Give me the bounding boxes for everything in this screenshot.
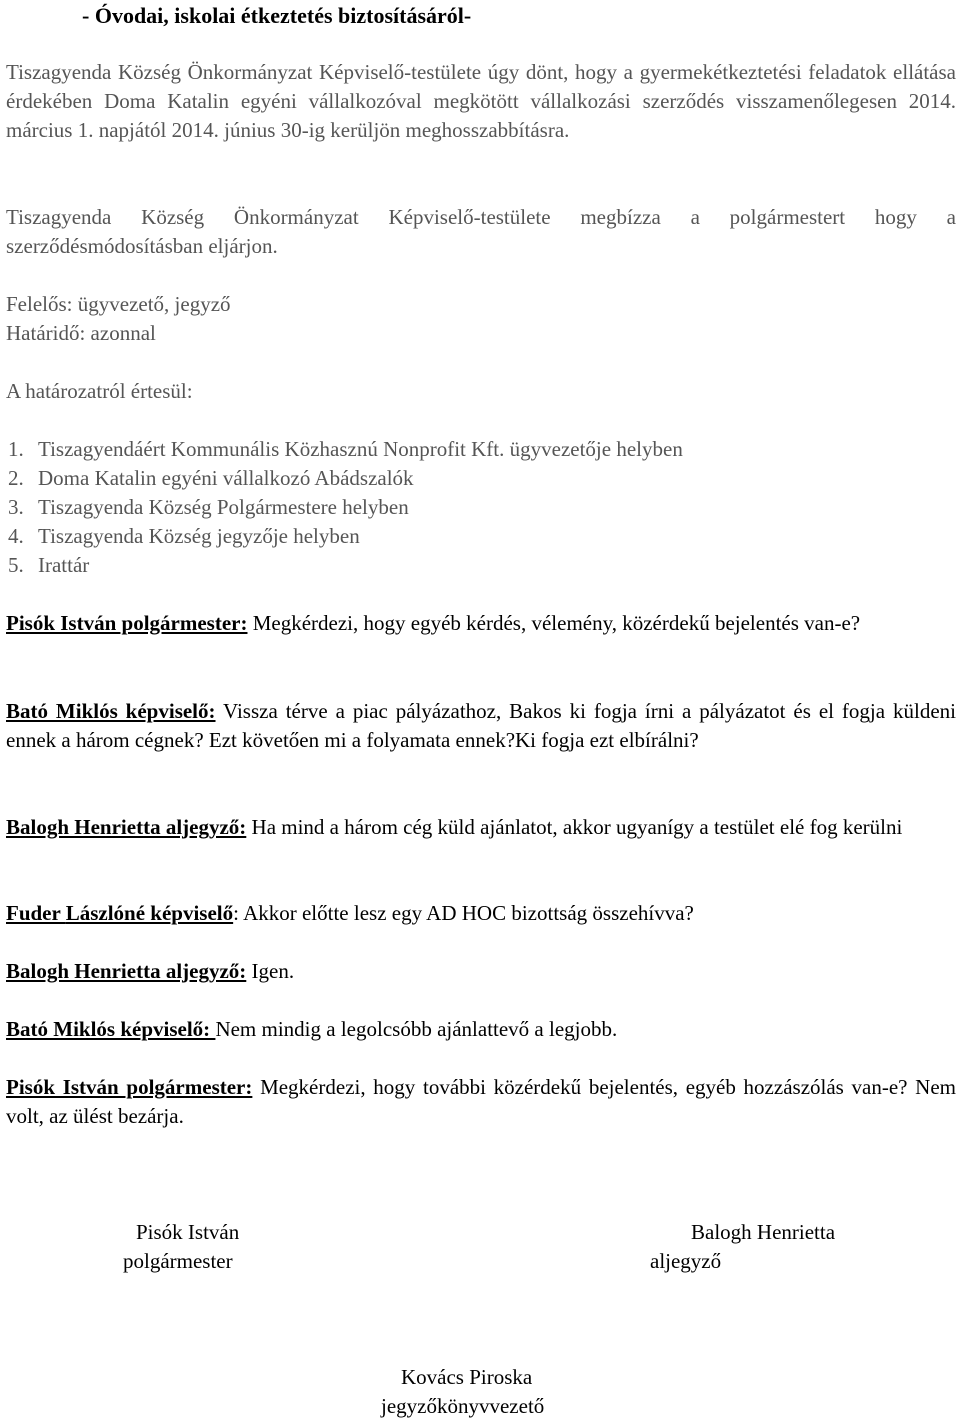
resolution-paragraph-2: Tiszagyenda Község Önkormányzat Képviselő-testülete megbízza a polgármestert hogy a szerződésmódosításban eljárjon. [6, 205, 956, 258]
resolution-paragraph-1: Tiszagyenda Község Önkormányzat Képviselő-testülete úgy dönt, hogy a gyermekétkeztetési feladatok ellátása érdekében Doma Katalin egyéni vállalkozóval megkötött vállalkozási szerződés visszamenőlegesen 2014. március 1. napjától 2014. június 30-ig kerüljön meghosszabbításra. [6, 60, 956, 142]
speech-text: Megkérdezi, hogy további közérdekű bejelentés, egyéb hozzászólás van-e? Nem volt, az ülést bezárja. [6, 1075, 957, 1128]
discussion-entry [6, 1015, 956, 1044]
list-item: 3. Tiszagyenda Község Polgármestere helyben [8, 495, 409, 519]
speaker-name: Pisók István polgármester: [6, 1075, 253, 1099]
list-item: 1. Tiszagyendáért Kommunális Közhasznú Nonprofit Kft. ügyvezetője helyben [8, 437, 683, 461]
recorder-title-block [381, 1392, 544, 1421]
discussion-entry [6, 697, 956, 755]
speech-text: Vissza térve a piac pályázathoz, Bakos ki fogja írni a pályázatot és el fogja küldeni ennek a három cégnek? Ezt követően mi a folyamata ennek?Ki fogja ezt elbírálni? [6, 699, 956, 752]
speech-text: : Akkor előtte lesz egy AD HOC bizottság összehívva? [233, 901, 694, 925]
speaker-name: Pisók István polgármester: [6, 611, 248, 635]
speech-text: Igen. [246, 959, 295, 983]
notify-heading: A határozatról értesül: [6, 379, 193, 403]
speech-text: Ha mind a három cég küld ajánlatot, akkor ugyanígy a testület elé fog kerülni [246, 815, 903, 839]
notary-signature-block [691, 1218, 835, 1247]
discussion-entry [6, 813, 956, 842]
mayor-signature-block [136, 1218, 239, 1247]
speaker-name: Bató Miklós képviselő: [6, 699, 216, 723]
speech-text: Megkérdezi, hogy egyéb kérdés, vélemény, közérdekű bejelentés van-e? [247, 611, 861, 635]
speaker-name: Balogh Henrietta aljegyző: [6, 959, 247, 983]
mayor-title-block [123, 1247, 233, 1276]
list-item: 4. Tiszagyenda Község jegyzője helyben [8, 524, 360, 548]
speaker-name: Bató Miklós képviselő: [6, 1017, 216, 1041]
speaker-name-part: Fuder [6, 901, 66, 925]
responsible-line: Felelős: ügyvezető, jegyző [6, 292, 231, 316]
list-item: 2. Doma Katalin egyéni vállalkozó Abádszalók [8, 466, 414, 490]
recorder-signature-block [401, 1363, 532, 1392]
notary-title-block [650, 1247, 721, 1276]
speech-text: Nem mindig a legolcsóbb ajánlattevő a legjobb. [215, 1017, 618, 1041]
notary-title: aljegyző [650, 1249, 722, 1273]
discussion-entry [6, 1073, 956, 1131]
list-item: 5. Irattár [8, 553, 90, 577]
deadline-line: Határidő: azonnal [6, 321, 156, 345]
mayor-title: polgármester [123, 1249, 233, 1273]
speaker-name: Balogh Henrietta aljegyző: [6, 815, 247, 839]
mayor-name: Pisók István [136, 1220, 240, 1244]
discussion-entry [6, 899, 956, 928]
recorder-name: Kovács Piroska [401, 1365, 533, 1389]
notify-list [6, 435, 683, 580]
notary-name: Balogh Henrietta [691, 1220, 836, 1244]
discussion-entry [6, 957, 956, 986]
discussion-entry [6, 609, 956, 638]
section-title: - Óvodai, iskolai étkeztetés biztosításáról- [82, 3, 472, 28]
recorder-title: jegyzőkönyvvezető [381, 1394, 545, 1418]
speaker-name-part: Lászlóné képviselő [65, 901, 234, 925]
